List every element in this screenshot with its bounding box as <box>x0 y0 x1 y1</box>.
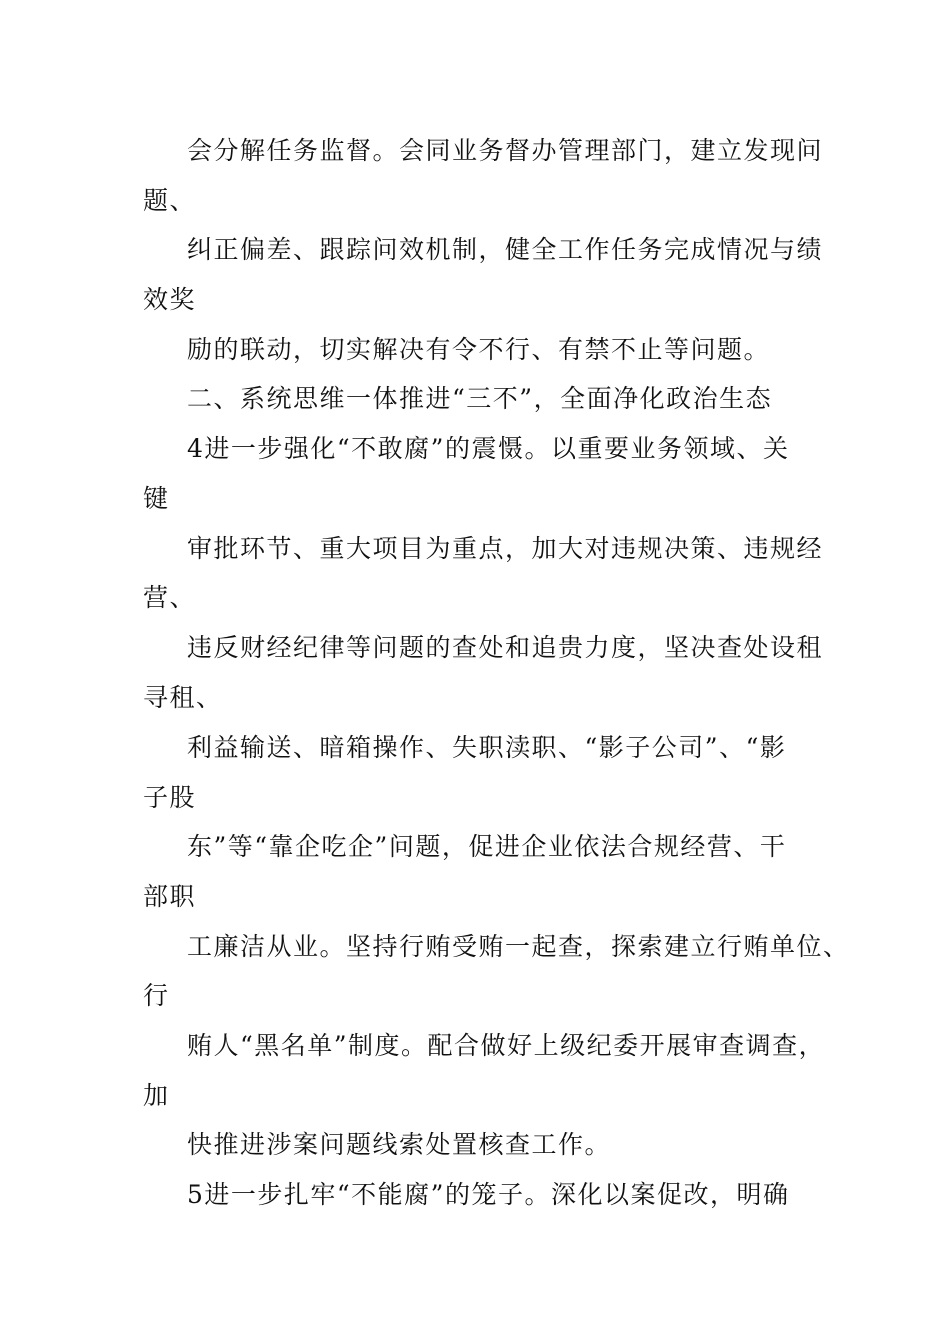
text-line: 励的联动，切实解决有令不行、有禁不止等问题。 <box>187 335 771 364</box>
text-line: 部职 <box>143 882 197 911</box>
text-line: 审批环节、重大项目为重点，加大对违规决策、违规经 <box>187 534 824 563</box>
section-heading: 二、系统思维一体推进“三不”，全面净化政治生态 <box>187 384 773 413</box>
text-line: 会分解任务监督。会同业务督办管理部门，建立发现问 <box>187 136 824 165</box>
text-line: 5进一步扎牢“不能腐”的笼子。深化以案促改，明确 <box>187 1180 790 1209</box>
text-line: 4进一步强化“不敢腐”的震慑。以重要业务领域、关 <box>187 434 790 463</box>
text-line: 纠正偏差、跟踪问效机制，健全工作任务完成情况与绩 <box>187 235 824 264</box>
text-line: 工廉洁从业。坚持行贿受贿一起查，探索建立行贿单位、 <box>187 932 850 961</box>
text-line: 题、 <box>143 186 197 215</box>
text-line: 子股 <box>143 783 197 812</box>
text-line: 违反财经纪律等问题的查处和追贵力度，坚决查处设租 <box>187 633 824 662</box>
text-line: 行 <box>143 981 170 1010</box>
text-line: 键 <box>143 484 170 513</box>
text-line: 东”等“靠企吃企”问题，促进企业依法合规经营、干 <box>187 832 787 861</box>
text-line: 加 <box>143 1081 170 1110</box>
text-line: 贿人“黑名单”制度。配合做好上级纪委开展审查调查， <box>187 1031 826 1060</box>
text-line: 效奖 <box>143 285 197 314</box>
text-line: 快推进涉案问题线索处置核查工作。 <box>187 1130 612 1159</box>
text-line: 利益输送、暗箱操作、失职渎职、“影子公司”、“影 <box>187 733 787 762</box>
text-line: 寻租、 <box>143 683 223 712</box>
text-line: 营、 <box>143 583 197 612</box>
